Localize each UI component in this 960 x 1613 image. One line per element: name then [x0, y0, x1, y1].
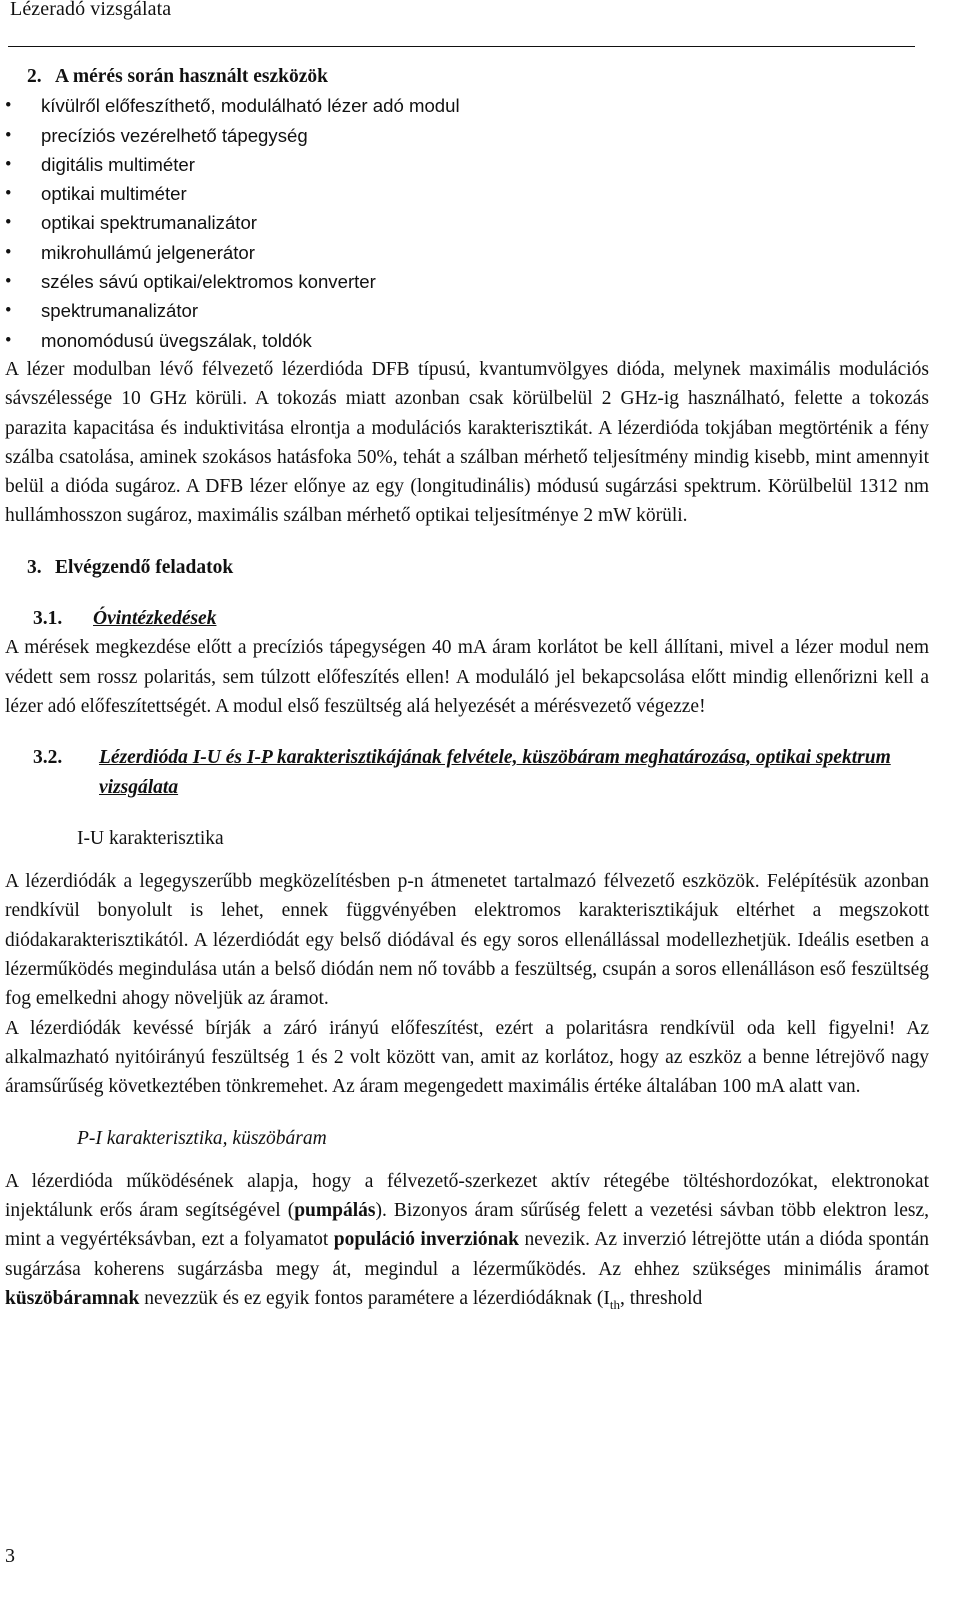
iu-paragraph-2: A lézerdiódák kevéssé bírják a záró irányú előfeszítést, ezért a polaritásra rendkívül oda kell figyelni! Az alkalmazható nyitóirányú feszültség 1 és 2 volt között van, amit az korlátoz, hogy az eszköz a benne létrejövő nagy áramsűrűség következtében tönkremehet. Az áram megengedett maximális értéke általában 100 mA alatt van.	[5, 1017, 929, 1098]
header-rule	[8, 46, 915, 47]
bullet-icon: •	[5, 212, 12, 234]
list-item: • mikrohullámú jelgenerátor	[5, 238, 929, 267]
precautions-paragraph: A mérések megkezdése előtt a precíziós tápegységen 40 mA áram korlátot be kell állítani, mivel a lézer modul nem védett sem rossz polaritás, sem túlzott előfeszítés ellen! A moduláló jel bekapcsolása előtt mindig ellenőrizni kell a lézer adó előfeszítettségét. A modul első feszültség alá helyezését a mérésvezető végezze!	[5, 637, 929, 717]
section-2-title: A mérés során használt eszközök	[55, 66, 328, 87]
section-3-1-number: 3.1.	[33, 608, 63, 630]
equipment-list	[5, 91, 929, 355]
page-number: 3	[5, 1545, 15, 1567]
bullet-icon: •	[5, 271, 12, 293]
section-3-title: Elvégzendő feladatok	[55, 556, 234, 578]
list-item: • precíziós vezérelhető tápegység	[5, 121, 929, 150]
bullet-icon: •	[5, 300, 12, 322]
bullet-icon: •	[5, 183, 12, 205]
list-item: • optikai spektrumanalizátor	[5, 208, 929, 237]
bullet-icon: •	[5, 124, 12, 146]
list-item: • optikai multiméter	[5, 179, 929, 208]
section-3-1-heading	[5, 604, 929, 633]
bullet-icon: •	[5, 329, 12, 351]
bullet-icon: •	[5, 241, 12, 263]
section-3-2-title: Lézerdióda I-U és I-P karakterisztikájának felvétele, küszöbáram meghatározása, optikai spektrum vizsgálata	[99, 747, 891, 798]
term-pumping: pumpálás	[294, 1200, 376, 1222]
bullet-icon: •	[5, 153, 12, 175]
section-3-2-heading	[5, 743, 929, 802]
subscript-th: th	[609, 1296, 620, 1312]
list-item: • monomódusú üvegszálak, toldók	[5, 326, 929, 355]
iu-subheading: I-U karakterisztika	[77, 827, 224, 849]
list-item: • széles sávú optikai/elektromos konverter	[5, 267, 929, 296]
section-3-2-number: 3.2.	[33, 747, 63, 769]
running-header: Lézeradó vizsgálata	[10, 0, 172, 20]
list-item: • kívülről előfeszíthető, modulálható lézer adó modul	[5, 91, 929, 120]
pi-paragraph: A lézerdióda működésének alapja, hogy a félvezető-szerkezet aktív rétegébe töltéshordozókat, elektronokat injektálunk erős áram segítségével (pumpálás). Bizonyos áram sűrűség felett a vezetési sávban több elektron lesz, mint a vegyértéksávban, ezt a folyamatot populáció inverziónak nevezik. Az inverzió létrejötte után a dióda spontán sugárzása koherens sugárzásba megy át, megindul a lézerműködés. Az ehhez szükséges minimális áramot küszöbáramnak nevezzük és ez egyik fontos paramétere a lézerdiódáknak ($I_{th}$, threshold	[5, 1170, 930, 1312]
page-content	[5, 62, 929, 1319]
pi-subheading: P-I karakterisztika, küszöbáram	[77, 1127, 327, 1149]
section-3-number: 3.	[27, 556, 42, 578]
term-threshold-current: küszöbáramnak	[5, 1287, 140, 1309]
section-2-number: 2.	[27, 66, 42, 87]
bullet-icon: •	[5, 95, 12, 117]
section-3-heading	[5, 553, 929, 582]
laser-module-paragraph: A lézer modulban lévő félvezető lézerdióda DFB típusú, kvantumvölgyes dióda, melynek maximális modulációs sávszélessége 10 GHz körüli. A tokozás miatt azonban csak körülbelül 2 GHz-ig használható, felette a tokozás parazita kapacitása és induktivitása elrontja a modulációs karakterisztikát. A lézerdióda tokjában megtörténik a fény szálba csatolása, aminek szokásos hatásfoka 50%, tehát a szálban mérhető teljesítmény mindig kisebb, mint amennyit belül a dióda sugároz. A DFB lézer előnye az egy (longitudinális) módusú sugárzási spektrum. Körülbelül 1312 nm hullámhosszon sugároz, maximális szálban mérhető optikai teljesítménye 2 mW körüli.	[5, 358, 929, 527]
list-item: • spektrumanalizátor	[5, 296, 929, 325]
iu-paragraph-1: A lézerdiódák a legegyszerűbb megközelítésben p-n átmenetet tartalmazó félvezető eszközök. Felépítésük azonban rendkívül bonyolult is lehet, ennek függvényében elektromos karakterisztikájuk eltérhet a megszokott diódakarakterisztikától. A lézerdiódát egy belső diódával és egy soros ellenállással modellezhetjük. Ideális esetben a lézerműködés megindulása után a belső diódán nem nő tovább a feszültség, csupán a soros ellenálláson eső feszültség fog emelkedni ahogy növeljük az áramot.	[5, 871, 929, 1010]
list-item: • digitális multiméter	[5, 150, 929, 179]
section-2-heading	[5, 62, 929, 91]
term-population-inversion: populáció inverziónak	[333, 1229, 520, 1251]
section-3-1-title: Óvintézkedések	[93, 608, 217, 630]
